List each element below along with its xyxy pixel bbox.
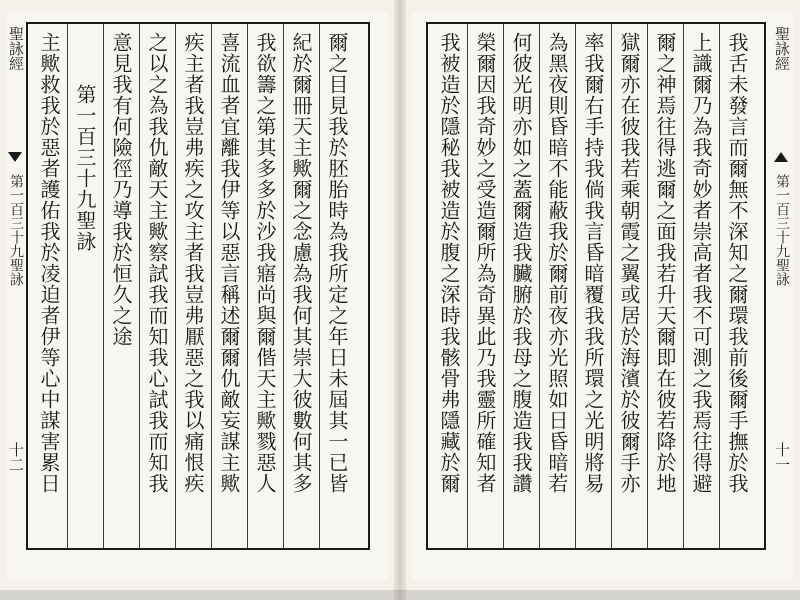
text-column: 之以之為我仇敵天主歟察試我而知我心試我而知我 [145,32,169,494]
column-rule [683,24,684,548]
column-rule [503,24,504,548]
text-column: 獄爾亦在彼我若乘朝霞之翼或居於海濱於彼爾手亦 [617,32,641,494]
text-column: 榮爾因我奇妙之受造爾所為奇異此乃我靈所確知者 [473,32,497,494]
text-column: 紀於爾冊天主歟爾之念慮為我何其崇大彼數何其多 [289,32,313,494]
text-column: 主歟救我於惡者護佑我於凌迫者伊等心中謀害累日 [37,32,61,494]
right-margin-section: 第一百三十九聖詠 [774,174,790,286]
column-rule [211,24,212,548]
book-spine [394,0,406,600]
column-rule [539,24,540,548]
column-rule [467,24,468,548]
column-rule [647,24,648,548]
right-text-frame [426,22,766,550]
right-margin-title: 聖詠經 [773,26,791,71]
fish-tail-mark [774,152,788,162]
left-page [6,12,388,580]
text-column: 我舌未發言而爾無不深知之爾環我前後爾手撫於我 [725,32,749,494]
fish-tail-mark [8,152,22,162]
column-rule [719,24,720,548]
text-column: 意見我有何險徑乃導我於恒久之途 [109,32,133,347]
column-rule [67,24,68,548]
text-column: 我被造於隱秘我被造於腹之深時我骸骨弗隱藏於爾 [437,32,461,494]
text-column: 喜流血者宜離我伊等以惡言稱述爾爾仇敵妄謀主歟 [217,32,241,494]
right-page [412,12,794,580]
text-column: 爾之神焉往得逃爾之面我若升天爾即在彼若降於地 [653,32,677,494]
column-rule [247,24,248,548]
column-rule [319,24,320,548]
left-margin-folio: 十二 [7,442,25,472]
left-margin-section: 第一百三十九聖詠 [8,174,24,286]
text-column: 我欲籌之第其多多於沙我寤尚與爾偕天主歟戮惡人 [253,32,277,494]
section-heading: 第一百三十九聖詠 [73,84,97,252]
text-column: 爾之目見我於胚胎時為我所定之年日未屆其一已皆 [325,32,349,494]
column-rule [283,24,284,548]
column-rule [575,24,576,548]
column-rule [103,24,104,548]
left-text-frame [26,22,370,550]
left-margin-title: 聖詠經 [7,26,25,71]
text-column: 率我爾右手持我倘我言昏暗覆我我所環之光明將易 [581,32,605,494]
text-column: 疾主者我豈弗疾之攻主者我豈弗厭惡之我以痛恨疾 [181,32,205,494]
column-rule [611,24,612,548]
column-rule [175,24,176,548]
right-margin-folio: 十一 [773,442,791,472]
column-rule [139,24,140,548]
text-column: 上識爾乃為我奇妙者崇高者我不可測之我焉往得避 [689,32,713,494]
page-bottom-shadow [0,590,800,600]
text-column: 為黑夜則昏暗不能蔽我於爾前夜亦光照如日昏暗若 [545,32,569,494]
text-column: 何彼光明亦如之蓋爾造我臟腑於我母之腹造我我讚 [509,32,533,494]
